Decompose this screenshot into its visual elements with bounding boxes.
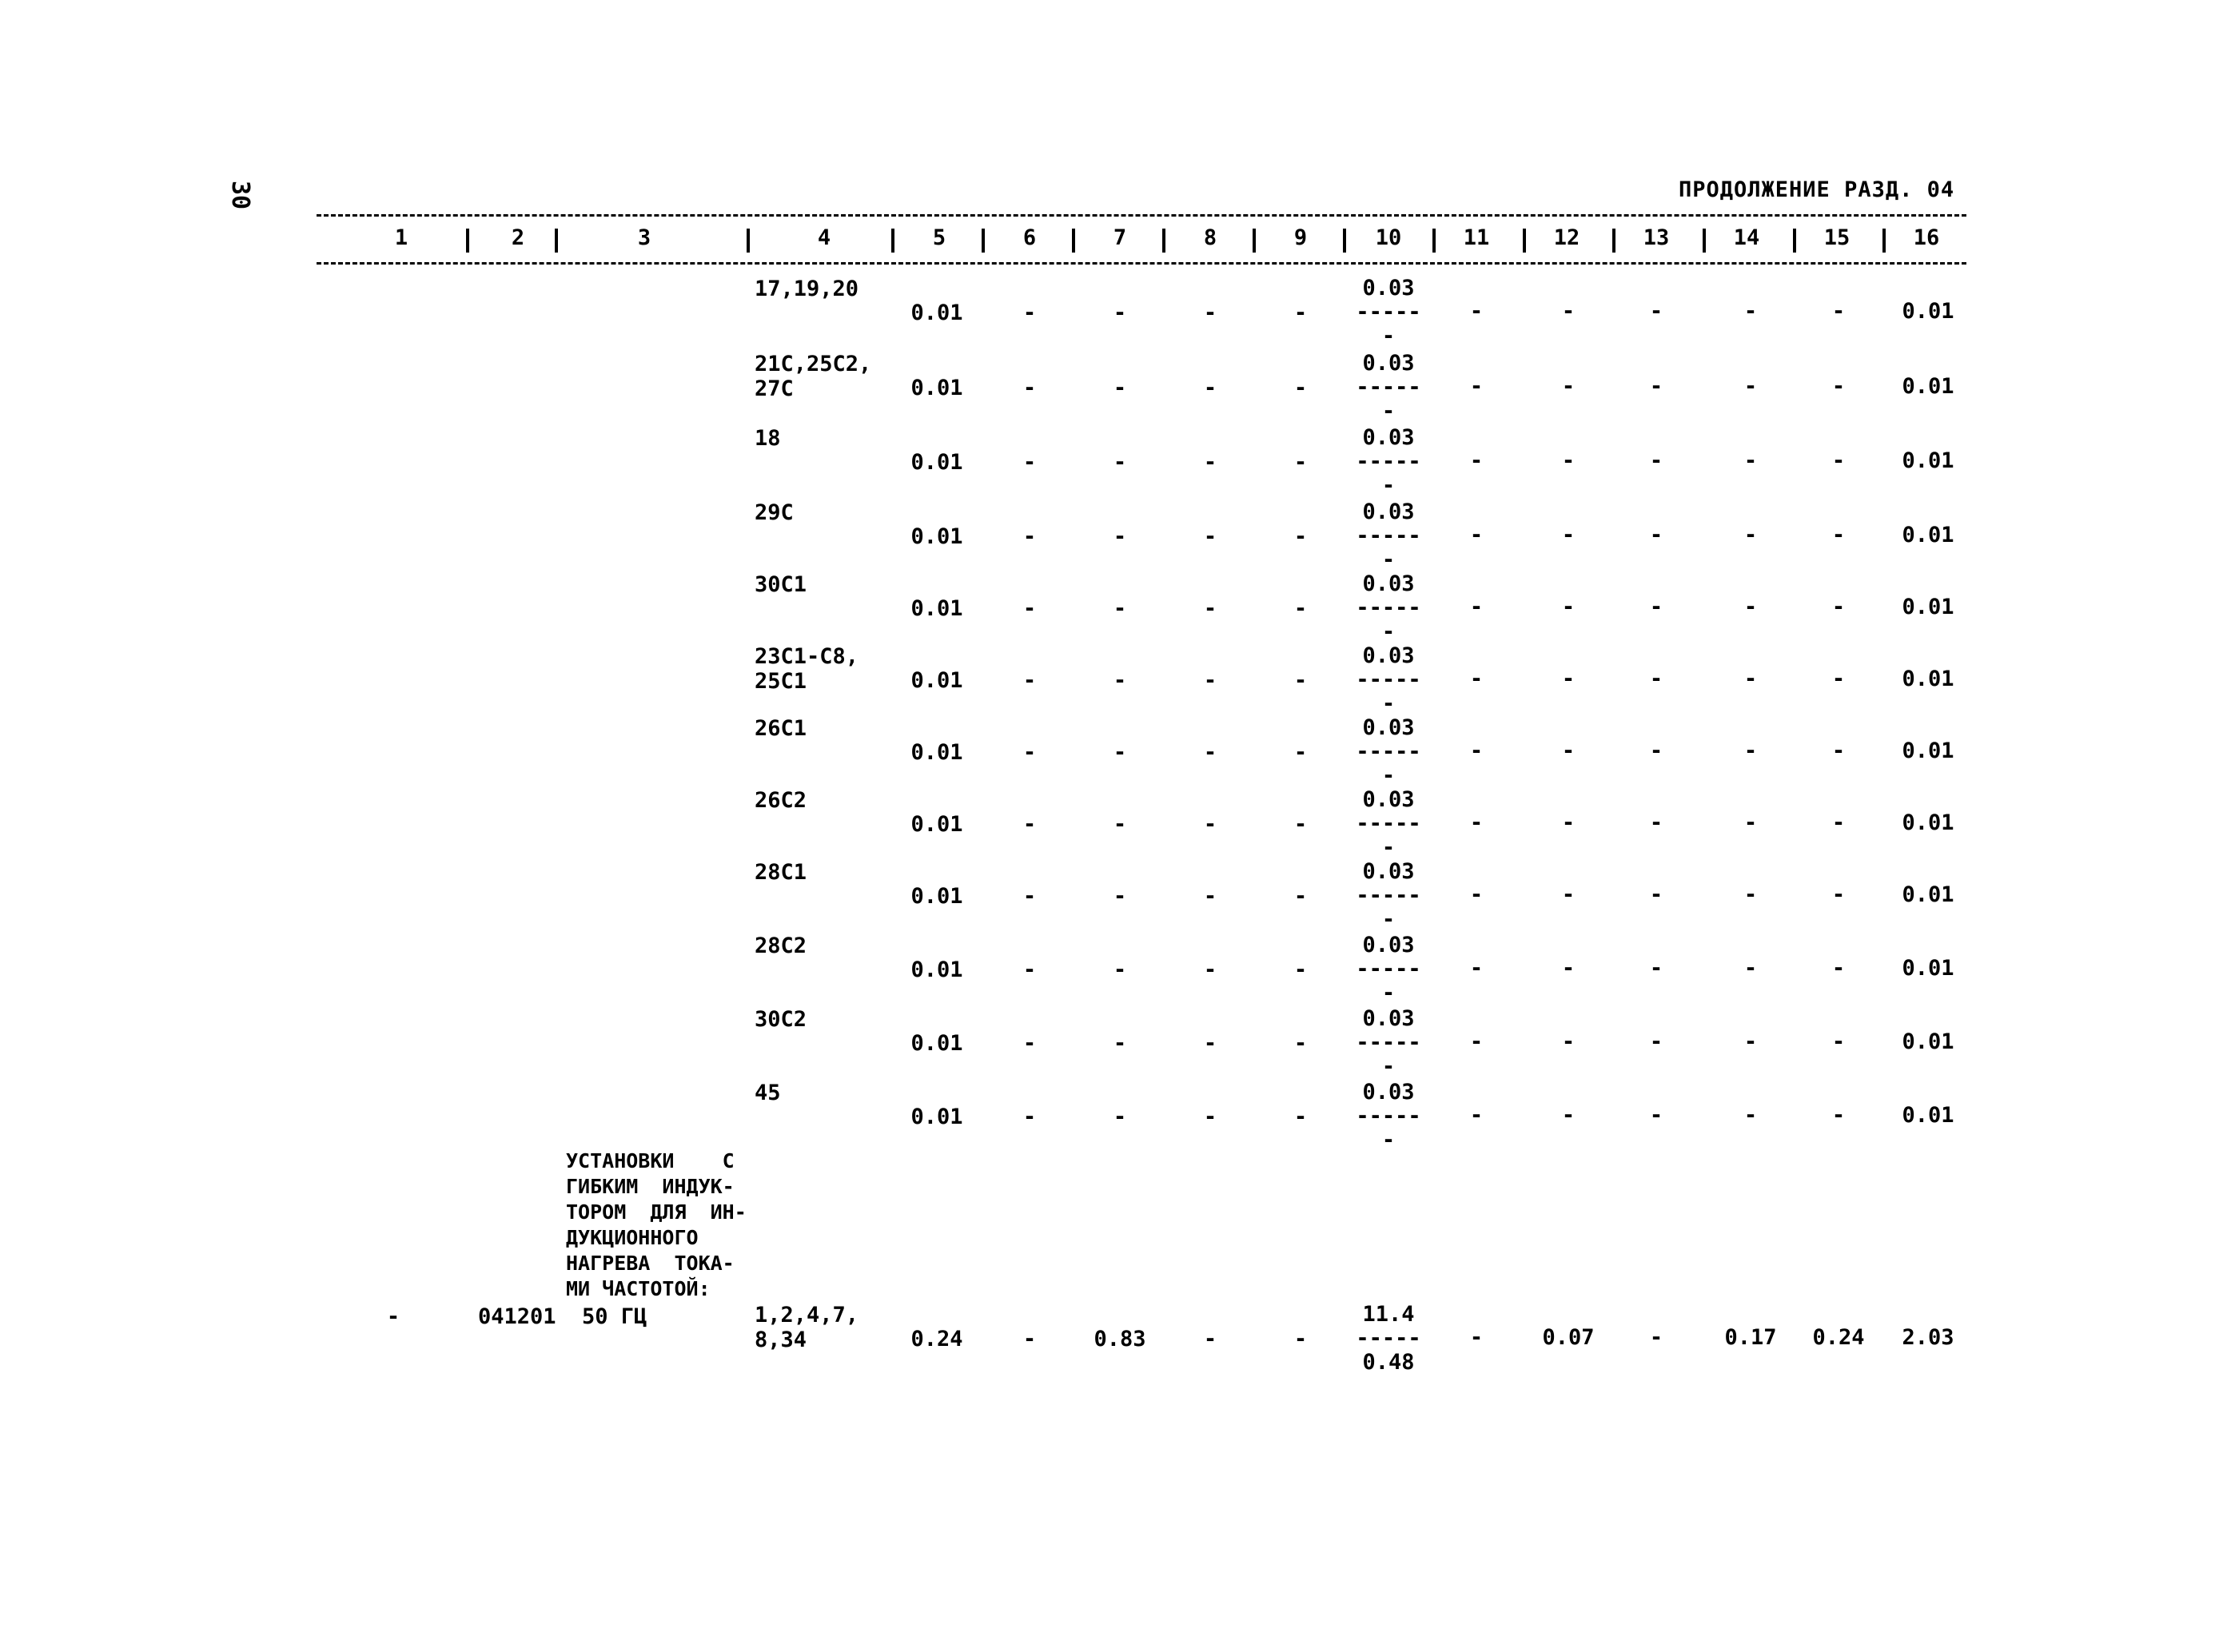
table-header-rule (317, 262, 1966, 265)
cell-col8: - (1203, 450, 1217, 475)
cell-col7: - (1113, 450, 1127, 475)
cell-col8: - (1203, 884, 1217, 909)
cell-col13: - (1649, 1103, 1663, 1128)
cell-col16: 0.01 (1902, 810, 1954, 835)
column-separator (1523, 229, 1526, 253)
cell-col4: 28C1 (755, 860, 807, 885)
cell-col15: - (1831, 810, 1846, 835)
column-header-16: 16 (1913, 225, 1940, 250)
cell-col10-fraction (1349, 1303, 1428, 1375)
cell-col14: - (1743, 523, 1758, 547)
cell-col16: 0.01 (1902, 299, 1954, 324)
cell-col4: 30C2 (755, 1007, 807, 1032)
cell-col5: 0.01 (910, 884, 963, 909)
cell-col11: - (1469, 1325, 1484, 1350)
cell-col14: - (1743, 956, 1758, 981)
table-top-rule (317, 214, 1966, 217)
cell-col10-fraction (1349, 788, 1428, 860)
cell-col8: - (1203, 1327, 1217, 1351)
fraction-numerator: 0.03 (1362, 1006, 1415, 1031)
fraction-denominator: - (1381, 619, 1396, 644)
cell-col9: - (1293, 740, 1308, 765)
cell-col16: 0.01 (1902, 595, 1954, 619)
cell-col14: - (1743, 299, 1758, 324)
cell-col4: 45 (755, 1081, 781, 1105)
cell-col13: - (1649, 448, 1663, 473)
cell-col14: - (1743, 882, 1758, 907)
cell-col12: - (1561, 299, 1576, 324)
cell-col8: - (1203, 596, 1217, 621)
cell-col7: - (1113, 668, 1127, 693)
column-separator (1703, 229, 1706, 253)
cell-col13: - (1649, 1029, 1663, 1054)
cell-col7: - (1113, 524, 1127, 549)
cell-col5: 0.01 (910, 376, 963, 400)
cell-col6: - (1022, 668, 1037, 693)
cell-col10-fraction (1349, 933, 1428, 1005)
description-line: ГИБКИМ ИНДУК- (566, 1175, 735, 1198)
cell-col16: 2.03 (1902, 1325, 1954, 1350)
cell-col4: 17,19,20 (755, 277, 859, 301)
fraction-denominator: - (1381, 907, 1396, 932)
column-header-7: 7 (1113, 225, 1127, 250)
cell-col4: 1,2,4,7, (755, 1303, 859, 1328)
cell-col5: 0.01 (910, 740, 963, 765)
fraction-numerator: 0.03 (1362, 500, 1415, 524)
cell-col1: - (386, 1304, 400, 1329)
cell-col5: 0.01 (910, 596, 963, 621)
cell-col12: - (1561, 1103, 1576, 1128)
cell-col13: - (1649, 956, 1663, 981)
cell-col7: - (1113, 884, 1127, 909)
cell-col4: 21C,25C2, (755, 352, 872, 376)
column-separator (891, 229, 894, 253)
fraction-denominator: - (1381, 1054, 1396, 1079)
cell-col8: - (1203, 957, 1217, 982)
cell-col14: - (1743, 1029, 1758, 1054)
cell-col14: - (1743, 374, 1758, 399)
fraction-line: ----- (1356, 739, 1421, 764)
cell-col12: - (1561, 374, 1576, 399)
cell-col11: - (1469, 667, 1484, 691)
fraction-numerator: 0.03 (1362, 859, 1415, 884)
cell-col8: - (1203, 740, 1217, 765)
column-header-6: 6 (1022, 225, 1037, 250)
fraction-line: ----- (1356, 375, 1421, 400)
cell-col7: - (1113, 596, 1127, 621)
cell-col16: 0.01 (1902, 523, 1954, 547)
cell-col11: - (1469, 595, 1484, 619)
cell-col4: 28C2 (755, 933, 807, 958)
cell-col10-fraction (1349, 860, 1428, 932)
fraction-line: ----- (1356, 523, 1421, 548)
fraction-line: ----- (1356, 300, 1421, 324)
cell-col7: - (1113, 376, 1127, 400)
cell-col10-fraction (1349, 1007, 1428, 1079)
cell-col11: - (1469, 448, 1484, 473)
cell-col11: - (1469, 1103, 1484, 1128)
cell-col6: - (1022, 812, 1037, 837)
fraction-line: ----- (1356, 449, 1421, 474)
cell-col3-frequency: 50 ГЦ (582, 1304, 647, 1329)
fraction-denominator: 0.48 (1362, 1350, 1415, 1375)
cell-col16: 0.01 (1902, 667, 1954, 691)
column-separator (466, 229, 469, 253)
cell-col14: - (1743, 595, 1758, 619)
cell-col14: - (1743, 667, 1758, 691)
cell-col13: - (1649, 523, 1663, 547)
fraction-line: ----- (1356, 667, 1421, 692)
cell-col9: - (1293, 596, 1308, 621)
cell-col9: - (1293, 957, 1308, 982)
cell-col8: - (1203, 668, 1217, 693)
fraction-numerator: 0.03 (1362, 276, 1415, 301)
cell-col10-fraction (1349, 277, 1428, 348)
column-header-3: 3 (637, 225, 651, 250)
cell-col5: 0.01 (910, 301, 963, 325)
fraction-denominator: - (1381, 763, 1396, 788)
fraction-numerator: 0.03 (1362, 571, 1415, 596)
cell-col15: 0.24 (1812, 1325, 1865, 1350)
fraction-line: ----- (1356, 883, 1421, 908)
cell-col12: - (1561, 595, 1576, 619)
cell-col11: - (1469, 523, 1484, 547)
cell-col8: - (1203, 1031, 1217, 1056)
cell-col4: 23C1-C8, (755, 644, 859, 669)
cell-col15: - (1831, 1029, 1846, 1054)
description-line: МИ ЧАСТОТОЙ: (566, 1277, 711, 1300)
cell-col7: - (1113, 1031, 1127, 1056)
cell-col9: - (1293, 884, 1308, 909)
description-line: ТОРОМ ДЛЯ ИН- (566, 1200, 747, 1224)
cell-col14: 0.17 (1724, 1325, 1777, 1350)
cell-col9: - (1293, 1031, 1308, 1056)
cell-col14: - (1743, 1103, 1758, 1128)
cell-col8: - (1203, 524, 1217, 549)
cell-col15: - (1831, 448, 1846, 473)
column-separator (1612, 229, 1615, 253)
cell-col13: - (1649, 667, 1663, 691)
cell-col7: - (1113, 301, 1127, 325)
cell-col6: - (1022, 524, 1037, 549)
column-separator (1432, 229, 1436, 253)
cell-col15: - (1831, 374, 1846, 399)
fraction-line: ----- (1356, 595, 1421, 620)
cell-col12: 0.07 (1542, 1325, 1595, 1350)
column-separator (1793, 229, 1796, 253)
cell-col16: 0.01 (1902, 956, 1954, 981)
cell-col4: 26C1 (755, 716, 807, 741)
fraction-line: ----- (1356, 957, 1421, 981)
cell-col14: - (1743, 448, 1758, 473)
cell-col11: - (1469, 374, 1484, 399)
cell-col6: - (1022, 1105, 1037, 1129)
cell-col16: 0.01 (1902, 1029, 1954, 1054)
cell-col7: - (1113, 740, 1127, 765)
cell-col4: 30C1 (755, 572, 807, 597)
cell-col16: 0.01 (1902, 374, 1954, 399)
column-separator (982, 229, 985, 253)
cell-col12: - (1561, 882, 1576, 907)
cell-col15: - (1831, 523, 1846, 547)
cell-col7: 0.83 (1094, 1327, 1146, 1351)
cell-col15: - (1831, 1103, 1846, 1128)
cell-col16: 0.01 (1902, 882, 1954, 907)
cell-col15: - (1831, 667, 1846, 691)
cell-col4: 27C (755, 376, 794, 401)
cell-col10-fraction (1349, 1081, 1428, 1152)
cell-col5: 0.01 (910, 668, 963, 693)
column-header-1: 1 (394, 225, 408, 250)
column-header-11: 11 (1463, 225, 1490, 250)
cell-col16: 0.01 (1902, 1103, 1954, 1128)
cell-col9: - (1293, 301, 1308, 325)
description-line: ДУКЦИОННОГО (566, 1226, 699, 1249)
fraction-denominator: - (1381, 1128, 1396, 1152)
cell-col12: - (1561, 667, 1576, 691)
column-header-5: 5 (932, 225, 946, 250)
fraction-numerator: 0.03 (1362, 715, 1415, 740)
cell-col11: - (1469, 810, 1484, 835)
cell-col9: - (1293, 450, 1308, 475)
fraction-line: ----- (1356, 1104, 1421, 1129)
cell-col16: 0.01 (1902, 448, 1954, 473)
cell-col10-fraction (1349, 644, 1428, 716)
cell-col9: - (1293, 524, 1308, 549)
cell-col10-fraction (1349, 716, 1428, 788)
cell-col8: - (1203, 376, 1217, 400)
cell-col16: 0.01 (1902, 738, 1954, 763)
section-header: ПРОДОЛЖЕНИЕ РАЗД. 04 (1679, 177, 1955, 202)
cell-col9: - (1293, 1105, 1308, 1129)
cell-col13: - (1649, 299, 1663, 324)
fraction-numerator: 0.03 (1362, 933, 1415, 957)
column-header-13: 13 (1643, 225, 1670, 250)
fraction-numerator: 0.03 (1362, 351, 1415, 376)
cell-col12: - (1561, 523, 1576, 547)
cell-col5: 0.01 (910, 524, 963, 549)
cell-col13: - (1649, 374, 1663, 399)
cell-col12: - (1561, 448, 1576, 473)
cell-col10-fraction (1349, 426, 1428, 498)
column-header-4: 4 (817, 225, 831, 250)
column-header-15: 15 (1823, 225, 1850, 250)
fraction-denominator: - (1381, 691, 1396, 716)
cell-col13: - (1649, 595, 1663, 619)
fraction-denominator: - (1381, 981, 1396, 1005)
cell-col6: - (1022, 1031, 1037, 1056)
cell-col11: - (1469, 299, 1484, 324)
cell-col7: - (1113, 957, 1127, 982)
cell-col15: - (1831, 299, 1846, 324)
cell-col9: - (1293, 668, 1308, 693)
cell-col7: - (1113, 812, 1127, 837)
cell-col11: - (1469, 956, 1484, 981)
fraction-denominator: - (1381, 547, 1396, 572)
cell-col13: - (1649, 882, 1663, 907)
cell-col6: - (1022, 596, 1037, 621)
cell-col11: - (1469, 1029, 1484, 1054)
column-header-8: 8 (1203, 225, 1217, 250)
cell-col6: - (1022, 301, 1037, 325)
cell-col12: - (1561, 956, 1576, 981)
cell-col15: - (1831, 738, 1846, 763)
cell-col5: 0.01 (910, 812, 963, 837)
column-header-14: 14 (1733, 225, 1760, 250)
fraction-numerator: 0.03 (1362, 643, 1415, 668)
fraction-numerator: 0.03 (1362, 1080, 1415, 1105)
page-number: 30 (226, 181, 254, 210)
cell-col13: - (1649, 1325, 1663, 1350)
cell-col9: - (1293, 1327, 1308, 1351)
column-separator (555, 229, 558, 253)
column-separator (1343, 229, 1346, 253)
cell-col8: - (1203, 301, 1217, 325)
cell-col8: - (1203, 1105, 1217, 1129)
cell-col6: - (1022, 1327, 1037, 1351)
fraction-line: ----- (1356, 1030, 1421, 1055)
column-separator (1253, 229, 1256, 253)
description-line: УСТАНОВКИ С (566, 1149, 735, 1172)
column-header-10: 10 (1375, 225, 1402, 250)
cell-col14: - (1743, 810, 1758, 835)
fraction-denominator: - (1381, 835, 1396, 860)
fraction-numerator: 11.4 (1362, 1302, 1415, 1327)
cell-col7: - (1113, 1105, 1127, 1129)
cell-col2-code: 041201 (478, 1304, 556, 1329)
fraction-numerator: 0.03 (1362, 425, 1415, 450)
cell-col15: - (1831, 595, 1846, 619)
cell-col6: - (1022, 376, 1037, 400)
cell-col12: - (1561, 810, 1576, 835)
column-separator (1072, 229, 1075, 253)
cell-col10-fraction (1349, 500, 1428, 572)
cell-col15: - (1831, 956, 1846, 981)
cell-col13: - (1649, 738, 1663, 763)
fraction-denominator: - (1381, 473, 1396, 498)
cell-col4: 29C (755, 500, 794, 525)
cell-col5: 0.01 (910, 1105, 963, 1129)
cell-col13: - (1649, 810, 1663, 835)
cell-col6: - (1022, 740, 1037, 765)
cell-col8: - (1203, 812, 1217, 837)
cell-col4: 18 (755, 426, 781, 451)
last-entry-description (566, 1148, 748, 1302)
description-line: НАГРЕВА ТОКА- (566, 1252, 735, 1275)
cell-col6: - (1022, 450, 1037, 475)
cell-col10-fraction (1349, 572, 1428, 644)
cell-col12: - (1561, 738, 1576, 763)
cell-col4: 25C1 (755, 669, 807, 694)
column-header-9: 9 (1293, 225, 1308, 250)
column-separator (747, 229, 750, 253)
cell-col6: - (1022, 957, 1037, 982)
cell-col6: - (1022, 884, 1037, 909)
cell-col12: - (1561, 1029, 1576, 1054)
cell-col5: 0.01 (910, 450, 963, 475)
cell-col4: 8,34 (755, 1328, 807, 1352)
cell-col5: 0.01 (910, 957, 963, 982)
cell-col9: - (1293, 812, 1308, 837)
cell-col15: - (1831, 882, 1846, 907)
column-separator (1882, 229, 1886, 253)
column-header-12: 12 (1553, 225, 1580, 250)
column-separator (1162, 229, 1165, 253)
cell-col5: 0.24 (910, 1327, 963, 1351)
column-header-2: 2 (511, 225, 525, 250)
fraction-denominator: - (1381, 399, 1396, 424)
cell-col14: - (1743, 738, 1758, 763)
fraction-numerator: 0.03 (1362, 787, 1415, 812)
cell-col11: - (1469, 738, 1484, 763)
fraction-line: ----- (1356, 1326, 1421, 1351)
fraction-line: ----- (1356, 811, 1421, 836)
cell-col11: - (1469, 882, 1484, 907)
fraction-denominator: - (1381, 324, 1396, 348)
cell-col10-fraction (1349, 352, 1428, 424)
cell-col9: - (1293, 376, 1308, 400)
cell-col5: 0.01 (910, 1031, 963, 1056)
cell-col4: 26C2 (755, 788, 807, 813)
